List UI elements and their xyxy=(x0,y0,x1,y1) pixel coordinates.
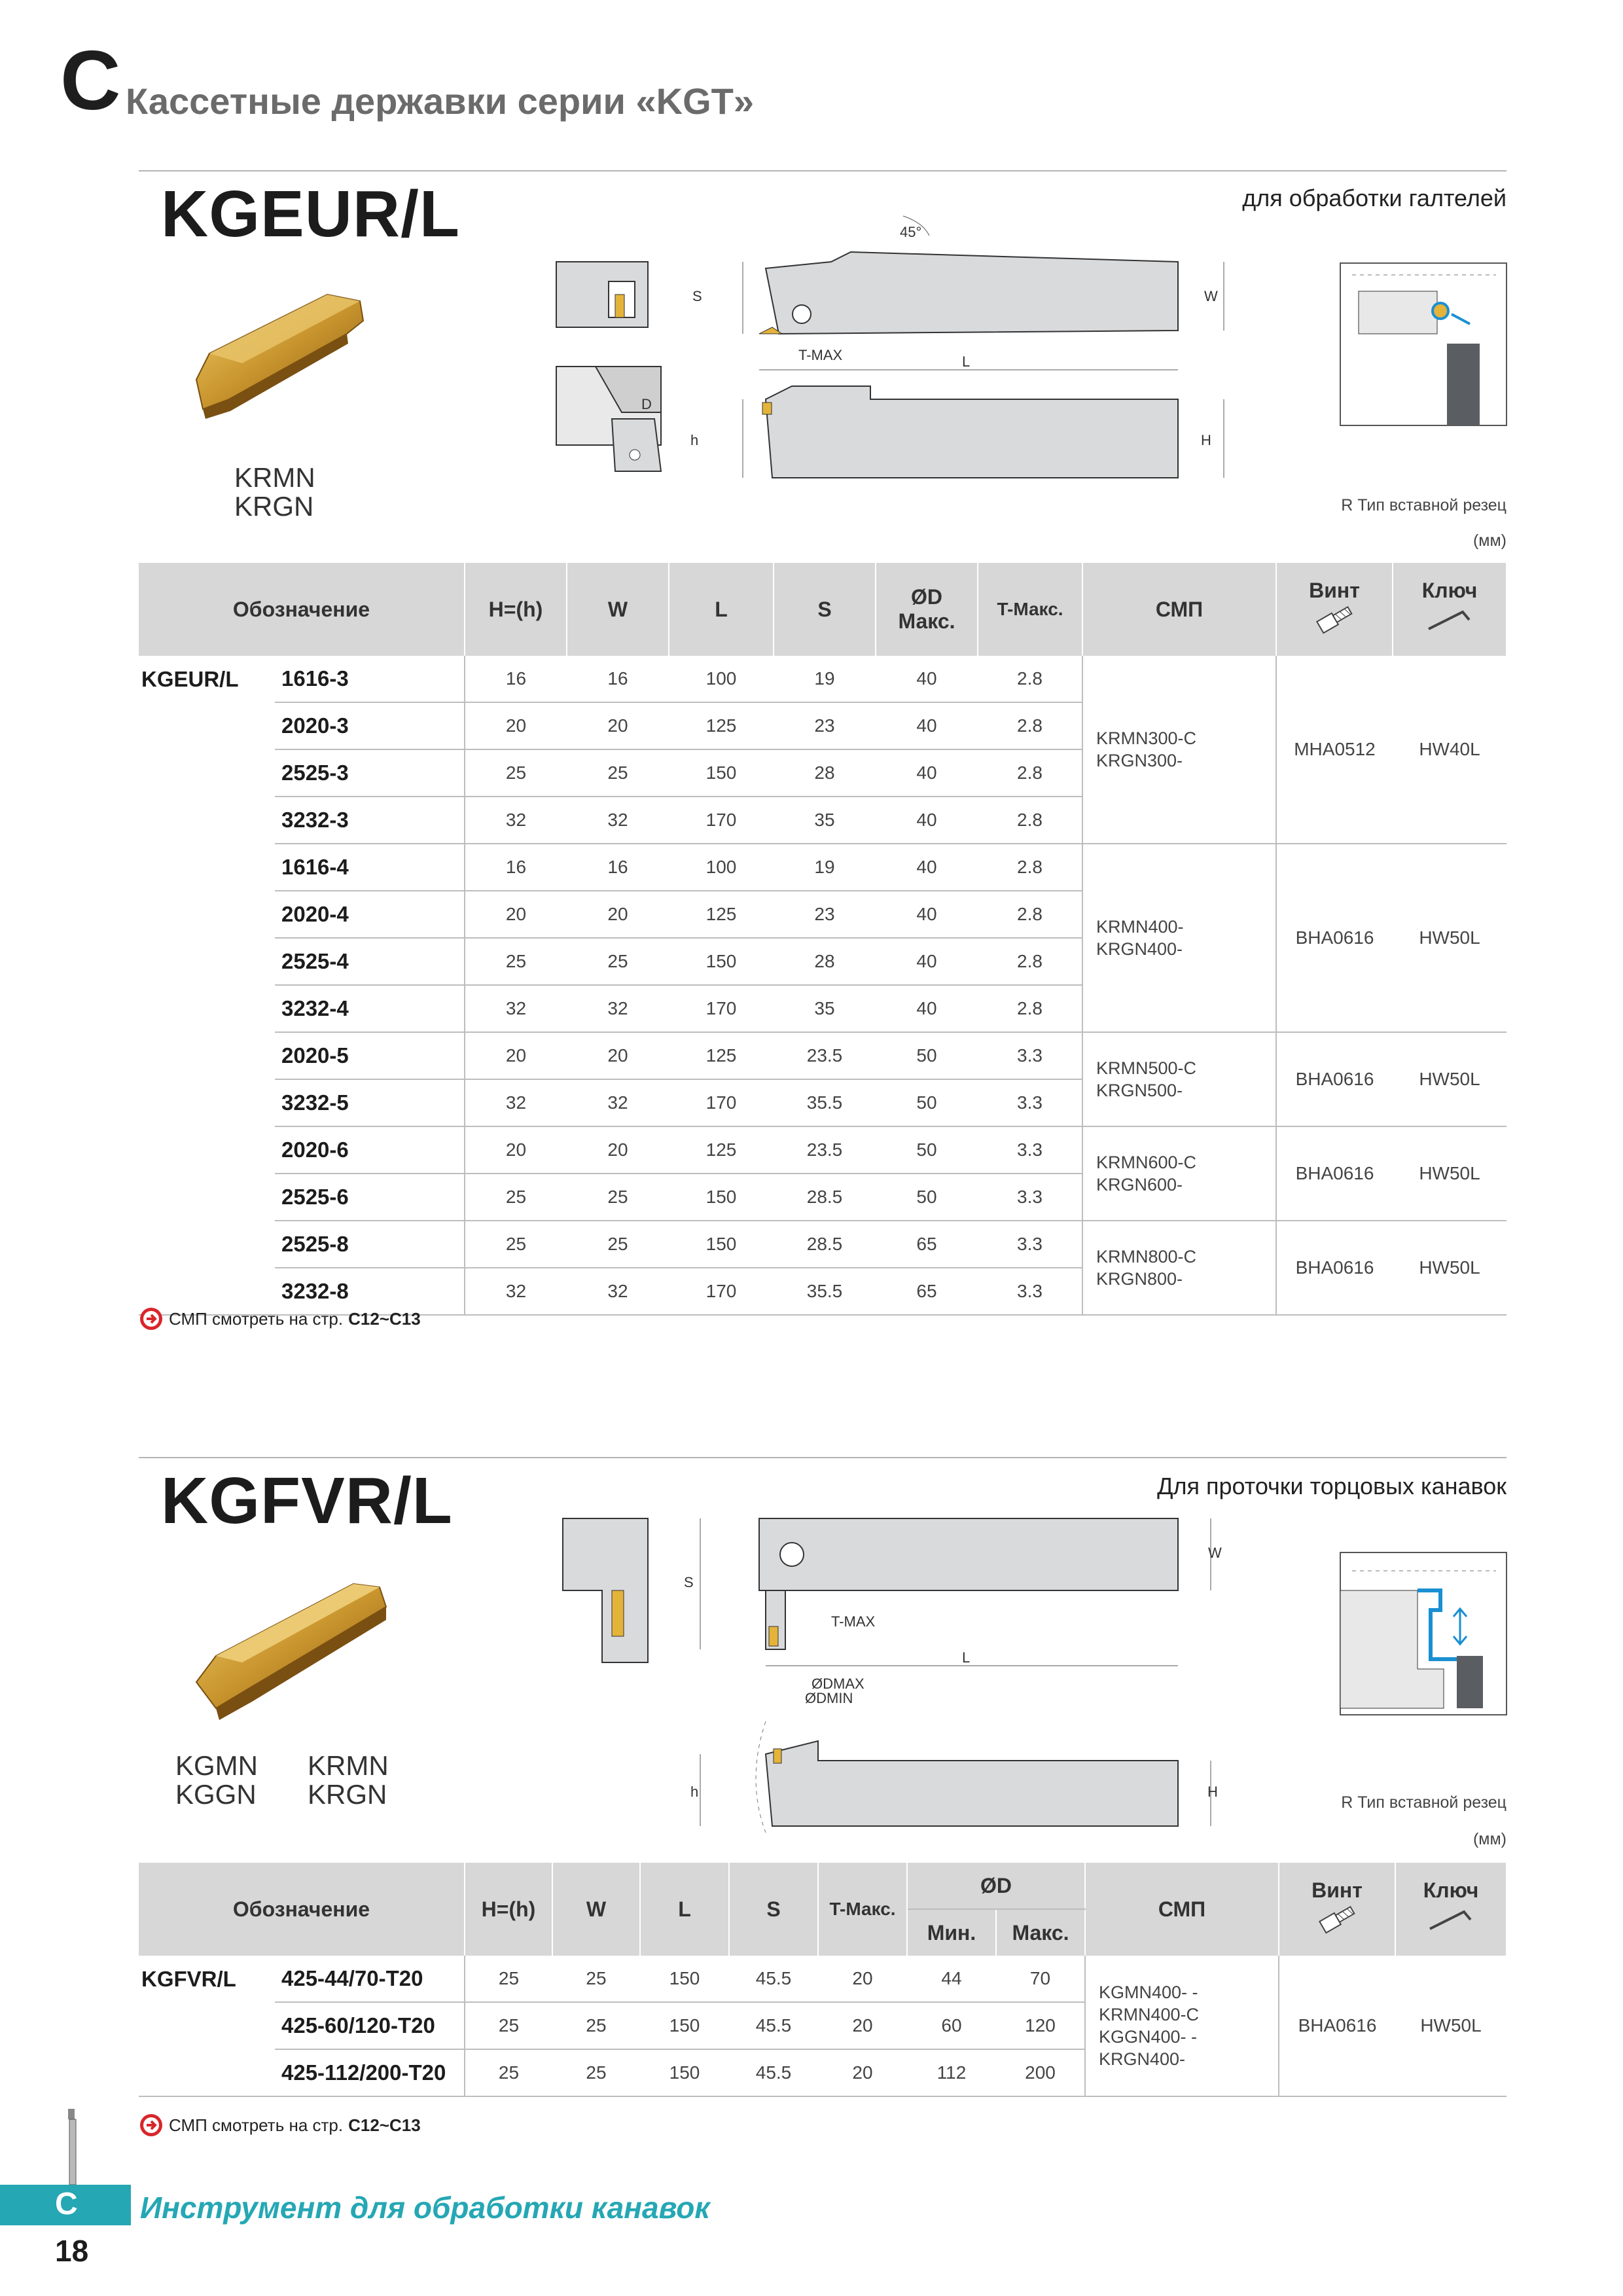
reference-pages[interactable]: C12~C13 xyxy=(348,1308,421,1329)
item-code: 2020-4 xyxy=(275,891,465,938)
smp-code: KRMN400- xyxy=(1096,917,1184,937)
cell-t: 2.8 xyxy=(978,656,1082,702)
cell-l: 100 xyxy=(669,844,774,891)
smp-code: KRGN600- xyxy=(1096,1175,1183,1194)
smp-code: KRGN300- xyxy=(1096,751,1183,770)
cell-h: 25 xyxy=(465,938,567,985)
col-header-screw-label: Винт xyxy=(1311,1878,1363,1902)
spec-table xyxy=(139,563,1507,1316)
col-header-smp: СМП xyxy=(1085,1863,1279,1956)
cell-h: 20 xyxy=(465,891,567,938)
cell-w: 25 xyxy=(567,749,669,797)
cell-w: 16 xyxy=(567,656,669,702)
insert-type-note: R Тип вставной резец xyxy=(1341,1793,1507,1812)
cell-d: 50 xyxy=(876,1126,978,1174)
cell-s: 19 xyxy=(774,656,876,702)
smp-code: KRGN800- xyxy=(1096,1269,1183,1289)
table-header-row xyxy=(139,563,1507,656)
cell-l: 170 xyxy=(669,797,774,844)
smp-code: KRMN500-C xyxy=(1096,1058,1197,1078)
svg-text:S: S xyxy=(692,288,702,304)
table-header-row xyxy=(139,1863,1507,1909)
cell-h: 32 xyxy=(465,797,567,844)
cell-t: 2.8 xyxy=(978,891,1082,938)
col-header-key xyxy=(1395,1863,1507,1956)
cell-d: 40 xyxy=(876,844,978,891)
insert-code: KRGN xyxy=(234,491,314,522)
item-code: 3232-3 xyxy=(275,797,465,844)
cell-w: 20 xyxy=(567,1032,669,1079)
cell-l: 150 xyxy=(640,1956,729,2002)
cell-l: 170 xyxy=(669,1268,774,1315)
cell-l: 170 xyxy=(669,1079,774,1126)
item-code: 2525-4 xyxy=(275,938,465,985)
series-spacer xyxy=(139,2049,275,2096)
cell-s: 28.5 xyxy=(774,1174,876,1221)
series-spacer xyxy=(139,1032,275,1079)
cell-w: 32 xyxy=(567,1079,669,1126)
series-spacer xyxy=(139,1174,275,1221)
cell-t: 3.3 xyxy=(978,1032,1082,1079)
series-spacer xyxy=(139,1079,275,1126)
svg-text:ØDMAX: ØDMAX xyxy=(812,1676,865,1692)
col-header-d-label: ØD xyxy=(911,585,942,609)
cell-d-min: 112 xyxy=(907,2049,996,2096)
cell-l: 150 xyxy=(640,2049,729,2096)
svg-text:T-MAX: T-MAX xyxy=(798,347,843,363)
cell-d: 65 xyxy=(876,1221,978,1268)
insert-codes xyxy=(308,1751,389,1809)
cell-h: 20 xyxy=(465,1032,567,1079)
cell-h: 16 xyxy=(465,656,567,702)
item-code: 2020-5 xyxy=(275,1032,465,1079)
col-header-t: T-Макс. xyxy=(978,563,1082,656)
cell-l: 150 xyxy=(669,1174,774,1221)
cell-s: 35.5 xyxy=(774,1079,876,1126)
cell-w: 20 xyxy=(567,702,669,749)
cell-w: 32 xyxy=(567,1268,669,1315)
cell-l: 125 xyxy=(669,702,774,749)
svg-text:ØDMIN: ØDMIN xyxy=(805,1690,853,1706)
svg-text:L: L xyxy=(962,1649,971,1666)
cell-t: 20 xyxy=(818,2049,907,2096)
cell-d: 40 xyxy=(876,891,978,938)
table-row xyxy=(139,1126,1507,1174)
cell-s: 23.5 xyxy=(774,1126,876,1174)
col-header-d: ØD xyxy=(907,1863,1085,1909)
smp-code: KRMN800-C xyxy=(1096,1247,1197,1266)
cell-smp xyxy=(1082,1221,1276,1315)
insert-codes xyxy=(234,463,315,521)
page-number: 18 xyxy=(55,2234,89,2268)
cell-s: 45.5 xyxy=(729,2002,818,2049)
holder-drawing xyxy=(550,1505,1257,1833)
cell-w: 25 xyxy=(567,938,669,985)
series-spacer xyxy=(139,749,275,797)
cell-t: 2.8 xyxy=(978,938,1082,985)
col-header-designation: Обозначение xyxy=(139,563,465,656)
item-code: 425-44/70-T20 xyxy=(275,1956,465,2002)
cell-h: 20 xyxy=(465,1126,567,1174)
cell-s: 23 xyxy=(774,702,876,749)
cell-l: 150 xyxy=(669,749,774,797)
cell-d: 40 xyxy=(876,749,978,797)
cell-key: HW50L xyxy=(1393,1221,1507,1315)
cell-t: 3.3 xyxy=(978,1268,1082,1315)
cell-smp xyxy=(1082,1126,1276,1221)
cell-screw: BHA0616 xyxy=(1276,1126,1393,1221)
cell-s: 45.5 xyxy=(729,1956,818,2002)
cell-d: 65 xyxy=(876,1268,978,1315)
cell-h: 25 xyxy=(465,1956,552,2002)
col-header-screw-label: Винт xyxy=(1309,578,1360,602)
hex-key-icon xyxy=(1425,1903,1477,1935)
section-divider xyxy=(139,170,1507,171)
cell-t: 3.3 xyxy=(978,1079,1082,1126)
cell-w: 25 xyxy=(567,1221,669,1268)
section-divider xyxy=(139,1457,1507,1458)
cell-d: 40 xyxy=(876,985,978,1032)
insert-code: KGMN xyxy=(175,1750,258,1781)
item-code: 3232-4 xyxy=(275,985,465,1032)
insert-code: KGGN xyxy=(175,1779,257,1810)
cell-s: 28 xyxy=(774,938,876,985)
smp-code: KGMN400- - xyxy=(1099,1982,1198,2002)
svg-text:h: h xyxy=(690,1784,699,1800)
unit-note: (мм) xyxy=(1472,531,1507,550)
cell-s: 23.5 xyxy=(774,1032,876,1079)
svg-text:W: W xyxy=(1204,288,1218,304)
series-spacer xyxy=(139,985,275,1032)
series-code: KGFVR/L xyxy=(141,1966,236,1991)
col-header-w: W xyxy=(567,563,669,656)
cell-l: 170 xyxy=(669,985,774,1032)
item-code: 2525-6 xyxy=(275,1174,465,1221)
cell-key: HW50L xyxy=(1393,844,1507,1032)
table-row xyxy=(139,1221,1507,1268)
cell-w: 25 xyxy=(552,2002,640,2049)
cell-w: 25 xyxy=(552,1956,640,2002)
svg-text:H: H xyxy=(1207,1784,1218,1800)
cell-d-max: 120 xyxy=(996,2002,1085,2049)
table-row xyxy=(139,656,1507,702)
svg-text:L: L xyxy=(962,353,971,370)
grooving-tool-icon xyxy=(60,2109,86,2187)
cell-h: 25 xyxy=(465,1174,567,1221)
cell-l: 150 xyxy=(669,1221,774,1268)
smp-code: KRGN500- xyxy=(1096,1081,1183,1100)
cell-d-min: 60 xyxy=(907,2002,996,2049)
svg-text:H: H xyxy=(1201,432,1211,448)
cell-h: 25 xyxy=(465,1221,567,1268)
cell-d: 50 xyxy=(876,1032,978,1079)
smp-code: KRGN400- xyxy=(1099,2049,1186,2069)
col-header-key-label: Ключ xyxy=(1423,1878,1479,1902)
svg-text:D: D xyxy=(641,396,652,412)
cell-screw: BHA0616 xyxy=(1276,1221,1393,1315)
cell-t: 2.8 xyxy=(978,702,1082,749)
reference-note xyxy=(139,1306,421,1331)
cell-w: 32 xyxy=(567,797,669,844)
cell-t: 2.8 xyxy=(978,985,1082,1032)
section-title: Кассетные державки серии «KGT» xyxy=(126,81,755,122)
cell-s: 35 xyxy=(774,985,876,1032)
cell-d: 40 xyxy=(876,702,978,749)
cell-t: 3.3 xyxy=(978,1174,1082,1221)
cell-s: 28.5 xyxy=(774,1221,876,1268)
cell-w: 25 xyxy=(552,2049,640,2096)
product-title: KGFVR/L xyxy=(161,1464,453,1537)
cell-smp xyxy=(1082,1032,1276,1126)
col-header-t: T-Макс. xyxy=(818,1863,907,1956)
series-spacer xyxy=(139,938,275,985)
item-code: 1616-3 xyxy=(275,656,465,702)
cell-key: HW50L xyxy=(1393,1032,1507,1126)
col-header-d-sub: Макс. xyxy=(898,609,955,633)
item-code: 2525-3 xyxy=(275,749,465,797)
insert-code: KRGN xyxy=(308,1779,387,1810)
reference-text: СМП смотреть на стр. xyxy=(169,1308,344,1329)
smp-code: KRMN300-C xyxy=(1096,728,1197,748)
col-header-d xyxy=(876,563,978,656)
reference-note xyxy=(139,2113,421,2138)
right-hand-icon xyxy=(1339,262,1509,429)
cell-key: HW50L xyxy=(1393,1126,1507,1221)
cell-l: 150 xyxy=(669,938,774,985)
insert-image xyxy=(183,281,380,432)
cell-smp xyxy=(1082,656,1276,844)
col-header-l: L xyxy=(640,1863,729,1956)
cell-l: 100 xyxy=(669,656,774,702)
col-header-s: S xyxy=(729,1863,818,1956)
cell-t: 20 xyxy=(818,1956,907,2002)
cell-t: 3.3 xyxy=(978,1126,1082,1174)
table-row xyxy=(139,844,1507,891)
smp-code: KRGN400- xyxy=(1096,939,1183,959)
col-header-smp: СМП xyxy=(1082,563,1276,656)
col-header-w: W xyxy=(552,1863,640,1956)
cell-h: 25 xyxy=(465,749,567,797)
col-header-s: S xyxy=(774,563,876,656)
col-header-l: L xyxy=(669,563,774,656)
smp-code: KGGN400- - xyxy=(1099,2027,1198,2047)
col-header-designation: Обозначение xyxy=(139,1863,465,1956)
col-header-d-min: Мин. xyxy=(907,1909,996,1956)
col-header-key xyxy=(1393,563,1507,656)
item-code: 3232-5 xyxy=(275,1079,465,1126)
product-title: KGEUR/L xyxy=(161,177,460,251)
cell-screw: BHA0616 xyxy=(1276,844,1393,1032)
reference-text: СМП смотреть на стр. xyxy=(169,2115,344,2135)
item-code: 2020-3 xyxy=(275,702,465,749)
insert-type-note: R Тип вставной резец xyxy=(1341,496,1507,514)
insert-codes xyxy=(175,1751,258,1809)
svg-text:S: S xyxy=(684,1574,694,1590)
cell-d-max: 70 xyxy=(996,1956,1085,2002)
footer-letter: C xyxy=(55,2187,78,2221)
reference-pages[interactable]: C12~C13 xyxy=(348,2115,421,2135)
series-spacer xyxy=(139,702,275,749)
table-row xyxy=(139,1032,1507,1079)
cell-h: 32 xyxy=(465,1268,567,1315)
cell-key: HW40L xyxy=(1393,656,1507,844)
series-spacer xyxy=(139,844,275,891)
insert-code: KRMN xyxy=(308,1750,389,1781)
cell-smp xyxy=(1082,844,1276,1032)
col-header-d-max: Макс. xyxy=(996,1909,1085,1956)
cell-d: 40 xyxy=(876,938,978,985)
cell-s: 35.5 xyxy=(774,1268,876,1315)
cell-t: 2.8 xyxy=(978,797,1082,844)
product-purpose: для обработки галтелей xyxy=(1242,185,1507,211)
item-code: 425-60/120-T20 xyxy=(275,2002,465,2049)
cell-s: 23 xyxy=(774,891,876,938)
cell-l: 125 xyxy=(669,1126,774,1174)
cell-d: 50 xyxy=(876,1174,978,1221)
col-header-key-label: Ключ xyxy=(1421,578,1478,602)
cell-smp xyxy=(1085,1956,1279,2096)
cell-d: 40 xyxy=(876,797,978,844)
cell-h: 32 xyxy=(465,985,567,1032)
cell-key: HW50L xyxy=(1395,1956,1507,2096)
table-row xyxy=(139,1956,1507,2002)
cell-w: 32 xyxy=(567,985,669,1032)
series-code: KGEUR/L xyxy=(141,666,239,691)
cell-l: 150 xyxy=(640,2002,729,2049)
smp-code: KRMN400-C xyxy=(1099,2005,1200,2024)
cell-screw: BHA0616 xyxy=(1279,1956,1395,2096)
svg-text:W: W xyxy=(1208,1545,1222,1561)
series-spacer xyxy=(139,2002,275,2049)
cell-w: 20 xyxy=(567,891,669,938)
item-code: 425-112/200-T20 xyxy=(275,2049,465,2096)
cell-d-min: 44 xyxy=(907,1956,996,2002)
cell-s: 45.5 xyxy=(729,2049,818,2096)
cell-h: 20 xyxy=(465,702,567,749)
svg-text:h: h xyxy=(690,432,699,448)
cell-t: 20 xyxy=(818,2002,907,2049)
col-header-h: H=(h) xyxy=(465,1863,552,1956)
arrow-right-icon xyxy=(139,2113,164,2138)
insert-image xyxy=(190,1571,406,1734)
cell-h: 25 xyxy=(465,2002,552,2049)
right-hand-icon xyxy=(1339,1551,1509,1718)
cell-t: 2.8 xyxy=(978,749,1082,797)
cell-t: 3.3 xyxy=(978,1221,1082,1268)
series-spacer xyxy=(139,1126,275,1174)
cell-h: 32 xyxy=(465,1079,567,1126)
hex-key-icon xyxy=(1423,603,1476,636)
spec-table xyxy=(139,1863,1507,2097)
series-spacer xyxy=(139,1221,275,1268)
screw-icon xyxy=(1311,603,1357,636)
cell-d-max: 200 xyxy=(996,2049,1085,2096)
item-code: 2525-8 xyxy=(275,1221,465,1268)
cell-h: 25 xyxy=(465,2049,552,2096)
cell-d: 50 xyxy=(876,1079,978,1126)
item-code: 2020-6 xyxy=(275,1126,465,1174)
product-purpose: Для проточки торцовых канавок xyxy=(1157,1473,1507,1499)
footer-title: Инструмент для обработки канавок xyxy=(140,2191,710,2225)
cell-s: 35 xyxy=(774,797,876,844)
item-code: 3232-8 xyxy=(275,1268,465,1315)
screw-icon xyxy=(1314,1903,1360,1935)
col-header-h: H=(h) xyxy=(465,563,567,656)
series-spacer xyxy=(139,891,275,938)
cell-screw: BHA0616 xyxy=(1276,1032,1393,1126)
cell-s: 19 xyxy=(774,844,876,891)
cell-l: 125 xyxy=(669,1032,774,1079)
svg-text:T-MAX: T-MAX xyxy=(831,1613,876,1630)
col-header-screw xyxy=(1279,1863,1395,1956)
arrow-right-icon xyxy=(139,1306,164,1331)
series-spacer xyxy=(139,797,275,844)
cell-s: 28 xyxy=(774,749,876,797)
cell-l: 125 xyxy=(669,891,774,938)
cell-w: 16 xyxy=(567,844,669,891)
holder-drawing xyxy=(543,196,1250,491)
col-header-screw xyxy=(1276,563,1393,656)
svg-text:45°: 45° xyxy=(900,224,922,240)
cell-w: 25 xyxy=(567,1174,669,1221)
cell-t: 2.8 xyxy=(978,844,1082,891)
cell-d: 40 xyxy=(876,656,978,702)
cell-screw: MHA0512 xyxy=(1276,656,1393,844)
section-letter: C xyxy=(60,34,121,128)
item-code: 1616-4 xyxy=(275,844,465,891)
cell-h: 16 xyxy=(465,844,567,891)
unit-note: (мм) xyxy=(1472,1830,1507,1848)
insert-code: KRMN xyxy=(234,462,315,493)
smp-code: KRMN600-C xyxy=(1096,1153,1197,1172)
cell-w: 20 xyxy=(567,1126,669,1174)
